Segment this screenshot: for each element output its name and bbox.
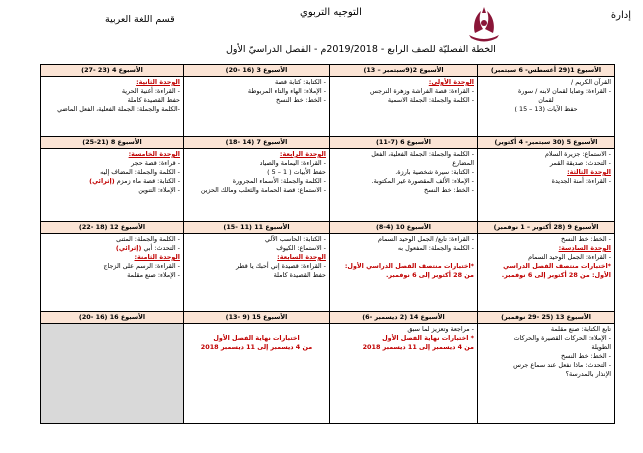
lesson-cell <box>184 77 330 137</box>
week-header: الأسبوع 16 (16 -20) <box>41 312 184 324</box>
exam-note: اختبارات نهاية الفصل الأول <box>213 334 300 342</box>
lesson-line: - مراجعة وتعزيز لما سبق <box>407 325 474 333</box>
week-header-row <box>41 65 615 77</box>
exam-note: من 4 ديسمبر إلى 11 ديسمبر 2018 <box>362 343 474 351</box>
lesson-line: - الاستماع: قصة الحمامة والثعلب ومالك الحزين <box>200 186 326 194</box>
content-row <box>41 234 615 312</box>
lesson-cell <box>330 77 478 137</box>
lesson-cell <box>478 149 615 222</box>
lesson-line: تابع الكتابة: صنع مقلمة <box>550 325 611 333</box>
lesson-line: - الخط: خط النسخ <box>276 96 326 104</box>
content-row <box>41 77 615 137</box>
content-row <box>41 324 615 424</box>
lesson-line: - الكلمة والجملة: الجملة الفعلية، الفعل <box>371 150 474 158</box>
lesson-line: - التحدث: صديقة القمر <box>549 159 611 167</box>
enrichment-tag: (إثرائي) <box>115 244 142 252</box>
week-header: الأسبوع 7 (14 -18) <box>184 137 330 149</box>
exam-note: *اختبارات منتصف الفصل الدراسي <box>503 262 611 270</box>
lesson-line: -الكلمة والجملة: الجملة الفعلية، الفعل الماضي <box>57 105 180 113</box>
lesson-cell <box>184 324 330 424</box>
week-header: الأسبوع 6 (7-11) <box>330 137 478 149</box>
lesson-line: - الكلمة والجملة: المفعول به <box>397 244 474 252</box>
lesson-cell <box>184 149 330 222</box>
lesson-line: حفظ القصيدة كاملة <box>273 271 326 279</box>
lesson-line: المضارع <box>452 159 474 167</box>
lesson-cell <box>41 77 184 137</box>
lesson-line: - الكلمة والجملة: المثنى <box>116 235 180 243</box>
lesson-line: - الكلمة والجملة: الجملة الاسمية <box>387 96 474 104</box>
lesson-line: - القراءة: أمنة الجديدة <box>551 177 611 185</box>
lesson-line: - الإملاء: الهاء والتاء المربوطة <box>247 87 326 95</box>
spacer <box>187 325 326 334</box>
lesson-line: - القراءة: تابع/ الجمل الوحيد السمام <box>378 235 474 243</box>
week-header: الأسبوع 11 (11 -15) <box>184 222 330 234</box>
lesson-line: حفظ الآيات (13 – 15 ) <box>514 105 578 113</box>
page-header <box>0 0 643 62</box>
lesson-line: - الإملاء: صنع مقلمة <box>127 271 180 279</box>
week-header-row <box>41 312 615 324</box>
lesson-line: - قراءة: قصة حجر <box>131 159 180 167</box>
week-header: الأسبوع 5 (30 سبتمبر- 4 أكتوبر) <box>478 137 615 149</box>
week-header: الأسبوع 2(9سبتمبر – 13) <box>330 65 478 77</box>
lesson-cell <box>41 234 184 312</box>
week-header: الأسبوع 13 (25 -29 نوفمبر) <box>478 312 615 324</box>
guidance-label: التوجيه التربوي <box>300 7 362 18</box>
lesson-line: - الكتابة: الحاسب الآلي <box>264 235 326 243</box>
week-header: الأسبوع 15 (9 -13) <box>184 312 330 324</box>
lesson-line: - الخط: خط النسخ <box>561 352 611 360</box>
lesson-line: - القراءة: الجمل الوحيد السمام <box>528 253 611 261</box>
enrichment-tag: (إثرائي) <box>89 177 115 185</box>
week-header: الأسبوع 3 (16 -20) <box>184 65 330 77</box>
unit-title: الوحدة الرابعة: <box>279 150 326 158</box>
lesson-line: - الخط: خط النسخ <box>561 235 611 243</box>
exam-note: * اختبارات نهاية الفصل الأول <box>382 334 474 342</box>
semester-plan-grid <box>40 64 615 424</box>
week-header-row <box>41 222 615 234</box>
lesson-cell <box>478 324 615 424</box>
lesson-line: القرآن الكريم / <box>571 78 611 86</box>
lesson-line: - الكلمة والجملة: المضاف إليه <box>100 168 180 176</box>
ministry-emblem-icon <box>463 3 505 43</box>
lesson-line: - القراءة: الرسم على الزجاج <box>103 262 180 270</box>
lesson-line: - الإملاء: الألف المقصورة غير المكتوبة. <box>371 177 474 185</box>
lesson-line: - التحدث: ماذا نفعل عند سماع جرس <box>513 361 611 369</box>
lesson-cell <box>478 77 615 137</box>
week-header: الأسبوع 1(29 أغسطس- 6 سبتمبر) <box>478 65 615 77</box>
content-row <box>41 149 615 222</box>
week-header: الأسبوع 14 (2 ديسمبر -6) <box>330 312 478 324</box>
lesson-line: - القراءة: اليمامة والصياد <box>259 159 326 167</box>
spacer <box>333 253 474 262</box>
week-header: الأسبوع 4 (23 -27) <box>41 65 184 77</box>
week-header: الأسبوع 9 (28 أكتوبر – 1 نوفمبر) <box>478 222 615 234</box>
exam-note: *اختبارات منتصف الفصل الدراسي الأول: <box>344 262 474 270</box>
lesson-line: حفظ الأبيات ( 1 – 5 ) <box>267 168 326 176</box>
exam-note: الأول: من 28 أكتوبر إلى 6 نوفمبر. <box>501 271 611 279</box>
lesson-line: - الخط: خط النسخ <box>424 186 474 194</box>
lesson-line-text: - الكتابة: قصة ماء زمزم <box>116 177 180 185</box>
lesson-line: - الإملاء: الحركات القصيرة والحركات <box>513 334 611 342</box>
lesson-cell <box>478 234 615 312</box>
lesson-cell <box>330 149 478 222</box>
week-header: الأسبوع 12 (18 -22) <box>41 222 184 234</box>
week-header: الأسبوع 10 (4-8) <box>330 222 478 234</box>
department-label: قسم اللغة العربية <box>105 14 175 25</box>
unit-title: الوحدة الثانية: <box>136 78 180 86</box>
lesson-line-text: - التحدث: أبي <box>143 244 180 252</box>
lesson-line: - الاستماع: الكيوف <box>276 244 326 252</box>
plan-title: الخطة الفصليّة للصف الرابع - 2019/2018م - الفصل الدراسيّ الأول <box>226 44 496 55</box>
lesson-line: - القراءة: وصايا لقمان لابنه / سورة <box>518 87 611 95</box>
week-header: الأسبوع 8 (21-25) <box>41 137 184 149</box>
lesson-line: - القراءة: قصة الفراشة وزهرة النرجس <box>370 87 474 95</box>
unit-title: الوحدة الخامسة: <box>128 150 180 158</box>
unit-title: الوحدة الثامنة: <box>134 253 180 261</box>
lesson-line <box>44 177 180 186</box>
lesson-cell <box>184 234 330 312</box>
lesson-line: الإنذار بالمدرسة؟ <box>565 370 611 378</box>
lesson-line: - القراءة: قصيدة إني أحبك يا قطر <box>236 262 326 270</box>
lesson-line: - الكلمة والجملة: الأسماء المجرورة <box>232 177 326 185</box>
lesson-line: - الكتابة: سيرة شخصية بارزة. <box>395 168 474 176</box>
lesson-line: حفظ القصيدة كاملة <box>127 96 180 104</box>
unit-title: الوحدة الأولى: <box>428 78 474 86</box>
unit-title: الوحدة السابعة: <box>277 253 326 261</box>
lesson-line: - الاستماع: جزيرة السلام <box>544 150 611 158</box>
exam-note: من 28 أكتوبر إلى 6 نوفمبر. <box>385 271 474 279</box>
lesson-line: - الإملاء: التنوين <box>138 186 180 194</box>
exam-note: من 4 ديسمبر إلى 11 ديسمبر 2018 <box>200 343 313 351</box>
lesson-line: لقمان <box>538 96 554 104</box>
administration-label: إدارة <box>610 10 631 21</box>
lesson-line: - الكتابة: كتابة قصة <box>274 78 326 86</box>
unit-title: الوحدة الثالثة: <box>567 168 611 176</box>
lesson-cell <box>330 324 478 424</box>
lesson-line: الطويلة <box>591 343 611 351</box>
week-header-row <box>41 137 615 149</box>
lesson-cell <box>330 234 478 312</box>
unit-title: الوحدة السادسة: <box>558 244 611 252</box>
lesson-line <box>44 244 180 253</box>
lesson-line: - القراءة: أغنية الحرية <box>121 87 180 95</box>
empty-cell <box>41 324 184 424</box>
lesson-cell <box>41 149 184 222</box>
